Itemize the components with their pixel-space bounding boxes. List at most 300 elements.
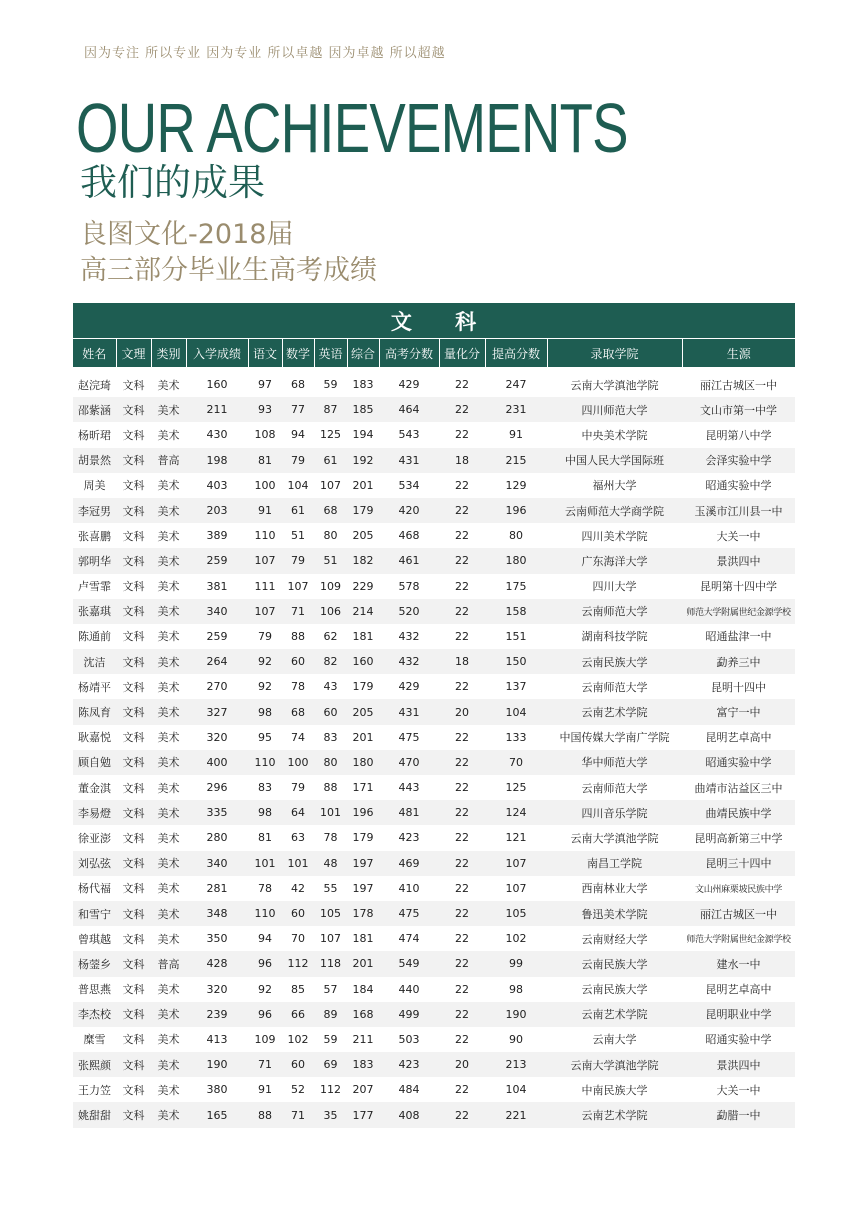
table-cell: 469 [379,851,439,876]
table-cell: 201 [347,473,379,498]
table-cell: 81 [248,825,282,850]
table-cell: 102 [282,1027,314,1052]
table-cell: 104 [282,473,314,498]
table-cell: 文科 [116,775,151,800]
table-cell: 顾自勉 [73,750,116,775]
table-cell: 107 [485,851,547,876]
table-cell: 陈凤育 [73,699,116,724]
table-row [73,926,795,951]
table-cell: 文科 [116,397,151,422]
table-cell: 耿嘉悦 [73,725,116,750]
table-cell: 糜雪 [73,1027,116,1052]
table-cell: 190 [485,1002,547,1027]
column-header: 录取学院 [547,339,682,368]
table-cell: 389 [186,523,248,548]
table-cell: 79 [282,448,314,473]
table-cell: 51 [282,523,314,548]
table-cell: 180 [347,750,379,775]
table-cell: 云南师范大学 [547,674,682,699]
table-cell: 普高 [151,448,186,473]
table-row [73,372,795,397]
table-cell: 四川大学 [547,574,682,599]
table-row [73,825,795,850]
table-row [73,699,795,724]
table-cell: 92 [248,674,282,699]
table-cell: 151 [485,624,547,649]
table-cell: 179 [347,674,379,699]
table-cell: 443 [379,775,439,800]
column-header: 提高分数 [485,339,547,368]
table-cell: 文山市第一中学 [682,397,795,422]
table-cell: 69 [314,1052,347,1077]
table-cell: 22 [439,523,485,548]
table-cell: 22 [439,876,485,901]
table-cell: 68 [282,372,314,397]
table-cell: 昆明第八中学 [682,422,795,447]
table-cell: 美术 [151,422,186,447]
table-cell: 107 [248,599,282,624]
table-row [73,1077,795,1102]
column-header: 高考分数 [379,339,439,368]
table-cell: 美术 [151,397,186,422]
table-cell: 文科 [116,372,151,397]
table-row [73,851,795,876]
table-cell: 66 [282,1002,314,1027]
table-cell: 文科 [116,977,151,1002]
table-cell: 鲁迅美术学院 [547,901,682,926]
table-cell: 104 [485,1077,547,1102]
table-cell: 205 [347,699,379,724]
page-title-english: OUR ACHIEVEMENTS [76,89,628,167]
table-cell: 云南大学滇池学院 [547,825,682,850]
table-cell: 杨蓥乡 [73,951,116,976]
table-cell: 李杰校 [73,1002,116,1027]
table-cell: 文科 [116,674,151,699]
table-cell: 22 [439,422,485,447]
table-cell: 文科 [116,876,151,901]
table-cell: 中南民族大学 [547,1077,682,1102]
table-cell: 403 [186,473,248,498]
table-cell: 91 [248,1077,282,1102]
table-cell: 430 [186,422,248,447]
table-cell: 美术 [151,674,186,699]
table-cell: 张熙颜 [73,1052,116,1077]
table-cell: 刘弘弦 [73,851,116,876]
column-header: 生源 [682,339,795,368]
table-cell: 李易燈 [73,800,116,825]
table-cell: 文科 [116,725,151,750]
tagline: 因为专注 所以专业 因为专业 所以卓越 因为卓越 所以超越 [84,46,446,61]
table-cell: 104 [485,699,547,724]
table-cell: 196 [347,800,379,825]
column-header: 类别 [151,339,186,368]
table-cell: 22 [439,1102,485,1127]
table-cell: 郭明华 [73,548,116,573]
table-cell: 59 [314,372,347,397]
table-cell: 玉溪市江川县一中 [682,498,795,523]
table-row [73,397,795,422]
table-cell: 22 [439,397,485,422]
table-cell: 杨昕珺 [73,422,116,447]
table-cell: 文科 [116,574,151,599]
table-cell: 183 [347,372,379,397]
table-cell: 179 [347,825,379,850]
table-cell: 昆明高新第三中学 [682,825,795,850]
table-cell: 美术 [151,498,186,523]
table-cell: 100 [282,750,314,775]
table-cell: 四川师范大学 [547,397,682,422]
table-cell: 410 [379,876,439,901]
table-row [73,473,795,498]
table-cell: 福州大学 [547,473,682,498]
table-cell: 22 [439,800,485,825]
table-cell: 431 [379,448,439,473]
table-cell: 98 [248,800,282,825]
table-cell: 70 [485,750,547,775]
table-cell: 475 [379,725,439,750]
table-row [73,775,795,800]
table-row [73,674,795,699]
table-cell: 22 [439,851,485,876]
table-cell: 师范大学附属世纪金源学校 [682,926,795,951]
table-cell: 云南民族大学 [547,977,682,1002]
table-cell: 190 [186,1052,248,1077]
table-cell: 美术 [151,1052,186,1077]
column-header: 姓名 [73,339,116,368]
table-cell: 474 [379,926,439,951]
table-row [73,800,795,825]
table-cell: 文科 [116,473,151,498]
table-cell: 48 [314,851,347,876]
table-cell: 55 [314,876,347,901]
table-cell: 201 [347,951,379,976]
table-cell: 美术 [151,750,186,775]
table-cell: 503 [379,1027,439,1052]
subtitle-description: 高三部分毕业生高考成绩 [80,255,377,286]
table-cell: 勐养三中 [682,649,795,674]
table-cell: 423 [379,1052,439,1077]
table-cell: 美术 [151,548,186,573]
table-cell: 文科 [116,825,151,850]
table-cell: 景洪四中 [682,1052,795,1077]
table-cell: 美术 [151,825,186,850]
table-cell: 22 [439,825,485,850]
table-cell: 211 [186,397,248,422]
table-row [73,901,795,926]
table-cell: 431 [379,699,439,724]
table-row [73,574,795,599]
table-cell: 534 [379,473,439,498]
table-cell: 110 [248,901,282,926]
table-cell: 432 [379,649,439,674]
table-cell: 181 [347,926,379,951]
table-cell: 106 [314,599,347,624]
subtitle-year: 良图文化-2018届 [80,219,294,250]
table-cell: 昭通盐津一中 [682,624,795,649]
table-cell: 110 [248,523,282,548]
table-cell: 165 [186,1102,248,1127]
table-cell: 文科 [116,851,151,876]
table-cell: 美术 [151,372,186,397]
column-header: 英语 [314,339,347,368]
table-cell: 320 [186,725,248,750]
table-cell: 125 [485,775,547,800]
table-cell: 499 [379,1002,439,1027]
table-cell: 107 [314,473,347,498]
table-cell: 美术 [151,926,186,951]
table-cell: 124 [485,800,547,825]
table-cell: 197 [347,851,379,876]
table-cell: 南昌工学院 [547,851,682,876]
table-cell: 340 [186,599,248,624]
table-cell: 昭通实验中学 [682,473,795,498]
table-cell: 美术 [151,574,186,599]
table-cell: 259 [186,624,248,649]
table-cell: 178 [347,901,379,926]
table-cell: 428 [186,951,248,976]
table-cell: 96 [248,1002,282,1027]
table-cell: 胡景然 [73,448,116,473]
table-cell: 18 [439,448,485,473]
table-cell: 42 [282,876,314,901]
table-cell: 197 [347,876,379,901]
table-cell: 文科 [116,448,151,473]
table-cell: 张喜鹏 [73,523,116,548]
table-cell: 158 [485,599,547,624]
table-cell: 赵浣琦 [73,372,116,397]
table-cell: 57 [314,977,347,1002]
table-cell: 22 [439,901,485,926]
table-cell: 昭通实验中学 [682,1027,795,1052]
table-cell: 429 [379,372,439,397]
table-cell: 云南师范大学 [547,599,682,624]
table-cell: 185 [347,397,379,422]
table-cell: 160 [347,649,379,674]
table-cell: 461 [379,548,439,573]
table-cell: 94 [248,926,282,951]
table-cell: 大关一中 [682,523,795,548]
table-cell: 22 [439,372,485,397]
table-cell: 昆明艺卓高中 [682,977,795,1002]
table-cell: 湖南科技学院 [547,624,682,649]
table-cell: 22 [439,674,485,699]
table-cell: 413 [186,1027,248,1052]
table-cell: 88 [314,775,347,800]
table-cell: 文科 [116,1102,151,1127]
table-cell: 张嘉琪 [73,599,116,624]
table-cell: 云南师范大学商学院 [547,498,682,523]
table-cell: 22 [439,624,485,649]
table-cell: 52 [282,1077,314,1102]
table-cell: 101 [248,851,282,876]
table-cell: 259 [186,548,248,573]
table-cell: 云南民族大学 [547,649,682,674]
table-cell: 云南财经大学 [547,926,682,951]
table-cell: 181 [347,624,379,649]
table-cell: 文科 [116,649,151,674]
table-cell: 201 [347,725,379,750]
table-cell: 中国传媒大学南广学院 [547,725,682,750]
table-cell: 美术 [151,1027,186,1052]
table-cell: 勐腊一中 [682,1102,795,1127]
table-header-row [73,339,795,368]
table-cell: 214 [347,599,379,624]
table-cell: 408 [379,1102,439,1127]
table-cell: 美术 [151,725,186,750]
table-cell: 270 [186,674,248,699]
table-cell: 文科 [116,498,151,523]
table-cell: 484 [379,1077,439,1102]
table-cell: 美术 [151,851,186,876]
table-cell: 曲靖民族中学 [682,800,795,825]
table-cell: 78 [314,825,347,850]
table-cell: 美术 [151,649,186,674]
table-cell: 129 [485,473,547,498]
table-cell: 曲靖市沾益区三中 [682,775,795,800]
table-cell: 70 [282,926,314,951]
table-cell: 121 [485,825,547,850]
table-cell: 普高 [151,951,186,976]
table-cell: 381 [186,574,248,599]
table-cell: 杨代福 [73,876,116,901]
table-cell: 文科 [116,926,151,951]
table-cell: 71 [282,599,314,624]
table-row [73,977,795,1002]
table-cell: 22 [439,750,485,775]
table-cell: 四川音乐学院 [547,800,682,825]
table-cell: 203 [186,498,248,523]
table-cell: 60 [282,1052,314,1077]
table-row [73,498,795,523]
table-cell: 95 [248,725,282,750]
table-cell: 文科 [116,901,151,926]
table-cell: 王力笠 [73,1077,116,1102]
table-cell: 91 [248,498,282,523]
table-cell: 18 [439,649,485,674]
table-cell: 43 [314,674,347,699]
table-cell: 475 [379,901,439,926]
table-cell: 22 [439,1002,485,1027]
table-cell: 109 [248,1027,282,1052]
table-cell: 22 [439,473,485,498]
table-cell: 137 [485,674,547,699]
table-cell: 云南师范大学 [547,775,682,800]
table-cell: 22 [439,1027,485,1052]
table-cell: 63 [282,825,314,850]
table-row [73,951,795,976]
table-cell: 美术 [151,977,186,1002]
table-cell: 60 [282,901,314,926]
table-body [73,367,795,1128]
table-cell: 101 [282,851,314,876]
table-cell: 94 [282,422,314,447]
table-cell: 110 [248,750,282,775]
table-cell: 20 [439,699,485,724]
table-cell: 380 [186,1077,248,1102]
table-row [73,725,795,750]
table-cell: 中央美术学院 [547,422,682,447]
table-cell: 184 [347,977,379,1002]
table-cell: 会泽实验中学 [682,448,795,473]
table-cell: 118 [314,951,347,976]
table-cell: 文科 [116,523,151,548]
table-cell: 79 [248,624,282,649]
table-cell: 280 [186,825,248,850]
table-cell: 87 [314,397,347,422]
table-cell: 183 [347,1052,379,1077]
table-cell: 83 [314,725,347,750]
table-cell: 98 [485,977,547,1002]
table-cell: 91 [485,422,547,447]
table-cell: 83 [248,775,282,800]
table-cell: 96 [248,951,282,976]
table-cell: 云南艺术学院 [547,699,682,724]
table-cell: 335 [186,800,248,825]
table-cell: 88 [282,624,314,649]
table-cell: 和雪宁 [73,901,116,926]
table-row [73,523,795,548]
table-cell: 98 [248,699,282,724]
table-cell: 101 [314,800,347,825]
table-cell: 296 [186,775,248,800]
table-cell: 320 [186,977,248,1002]
table-cell: 543 [379,422,439,447]
table-cell: 云南大学滇池学院 [547,1052,682,1077]
table-row [73,649,795,674]
table-cell: 昆明职业中学 [682,1002,795,1027]
column-header: 入学成绩 [186,339,248,368]
table-cell: 247 [485,372,547,397]
table-cell: 211 [347,1027,379,1052]
table-cell: 卢雪霏 [73,574,116,599]
table-cell: 74 [282,725,314,750]
table-cell: 429 [379,674,439,699]
table-cell: 四川美术学院 [547,523,682,548]
column-header: 综合 [347,339,379,368]
table-cell: 22 [439,548,485,573]
table-cell: 普思燕 [73,977,116,1002]
table-cell: 88 [248,1102,282,1127]
table-cell: 美术 [151,876,186,901]
table-cell: 97 [248,372,282,397]
table-cell: 广东海洋大学 [547,548,682,573]
table-cell: 云南大学滇池学院 [547,372,682,397]
table-cell: 文科 [116,624,151,649]
table-cell: 80 [314,523,347,548]
table-cell: 昆明十四中 [682,674,795,699]
table-row [73,1027,795,1052]
table-cell: 68 [282,699,314,724]
column-header: 数学 [282,339,314,368]
table-cell: 348 [186,901,248,926]
table-cell: 曾琪越 [73,926,116,951]
table-cell: 78 [282,674,314,699]
table-cell: 文科 [116,548,151,573]
table-cell: 22 [439,951,485,976]
table-cell: 81 [248,448,282,473]
table-cell: 文科 [116,599,151,624]
table-cell: 35 [314,1102,347,1127]
table-cell: 文科 [116,750,151,775]
table-cell: 112 [282,951,314,976]
table-cell: 77 [282,397,314,422]
table-cell: 22 [439,574,485,599]
table-cell: 109 [314,574,347,599]
table-cell: 168 [347,1002,379,1027]
table-cell: 姚甜甜 [73,1102,116,1127]
table-cell: 云南艺术学院 [547,1102,682,1127]
table-cell: 李冠男 [73,498,116,523]
